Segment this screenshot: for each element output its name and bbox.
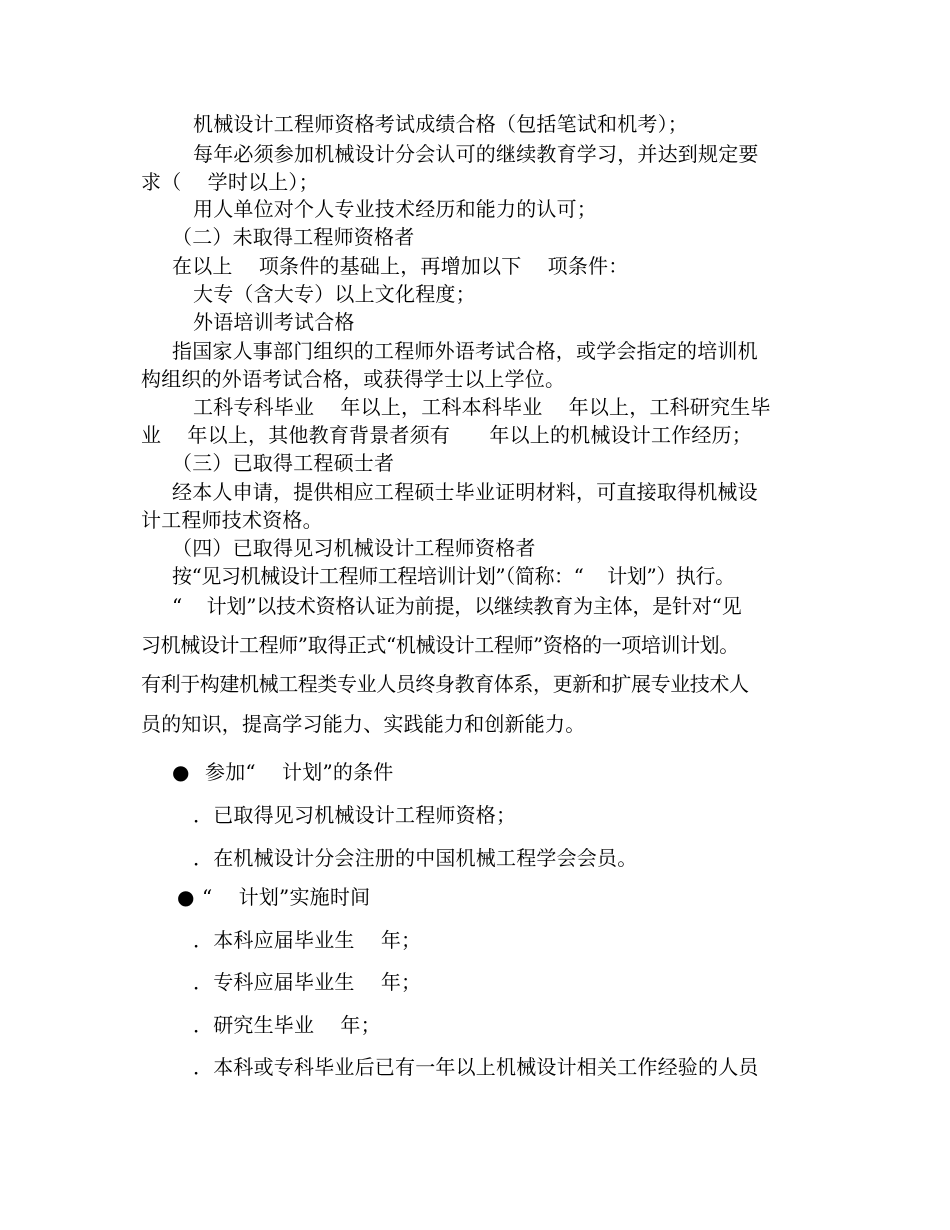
text-line: 习机械设计工程师”取得正式“机械设计工程师”资格的一项培训计划。 [141,633,739,657]
text-line: 构组织的外语考试合格，或获得学士以上学位。 [141,367,566,391]
text-line: 工科专科毕业 年以上，工科本科毕业 年以上，工科研究生毕 [193,395,771,419]
text-line: 员的知识，提高学习能力、实践能力和创新能力。 [141,712,586,736]
text-line: 按“见习机械设计工程师工程培训计划”（简称：“ 计划”）执行。 [172,564,735,588]
text-line: 有利于构建机械工程类专业人员终身教育体系，更新和扩展专业技术人 [141,672,749,696]
list-item: ．已取得见习机械设计工程师资格； [193,803,517,827]
bullet-icon: ● [172,760,190,784]
text-line: 在以上 项条件的基础上，再增加以下 项条件： [172,254,629,278]
section-heading: （四）已取得见习机械设计工程师资格者 [172,536,536,560]
section-title: 参加“ 计划”的条件 [205,760,394,784]
text-line: 指国家人事部门组织的工程师外语考试合格，或学会指定的培训机 [172,339,758,363]
section-title: “ 计划”实施时间 [202,885,371,909]
list-item: ．在机械设计分会注册的中国机械工程学会会员。 [193,846,638,870]
text-line: 每年必须参加机械设计分会认可的继续教育学习，并达到规定要 [193,142,759,166]
text-line: “ 计划”以技术资格认证为前提，以继续教育为主体，是针对“见 [172,594,742,618]
list-item: ．本科或专科毕业后已有一年以上机械设计相关工作经验的人员 [193,1055,759,1079]
text-line: 经本人申请，提供相应工程硕士毕业证明材料，可直接取得机械设 [172,480,758,504]
section-heading: （二）未取得工程师资格者 [172,225,415,249]
section-heading: （三）已取得工程硕士者 [172,451,395,475]
bullet-icon: ● [177,885,195,909]
text-line: 计工程师技术资格。 [141,508,323,532]
text-line: 业 年以上，其他教育背景者须有 年以上的机械设计工作经历； [141,423,752,447]
text-line: 机械设计工程师资格考试成绩合格（包括笔试和机考）； [193,112,688,136]
text-line: 用人单位对个人专业技术经历和能力的认可； [193,197,597,221]
text-line: 大专（含大专）以上文化程度； [193,282,476,306]
list-item: ．研究生毕业 年； [193,1013,381,1037]
text-line: 外语培训考试合格 [193,310,355,334]
list-item: ．本科应届毕业生 年； [193,928,422,952]
text-line: 求（ 学时以上）； [141,170,319,194]
list-item: ．专科应届毕业生 年； [193,970,422,994]
